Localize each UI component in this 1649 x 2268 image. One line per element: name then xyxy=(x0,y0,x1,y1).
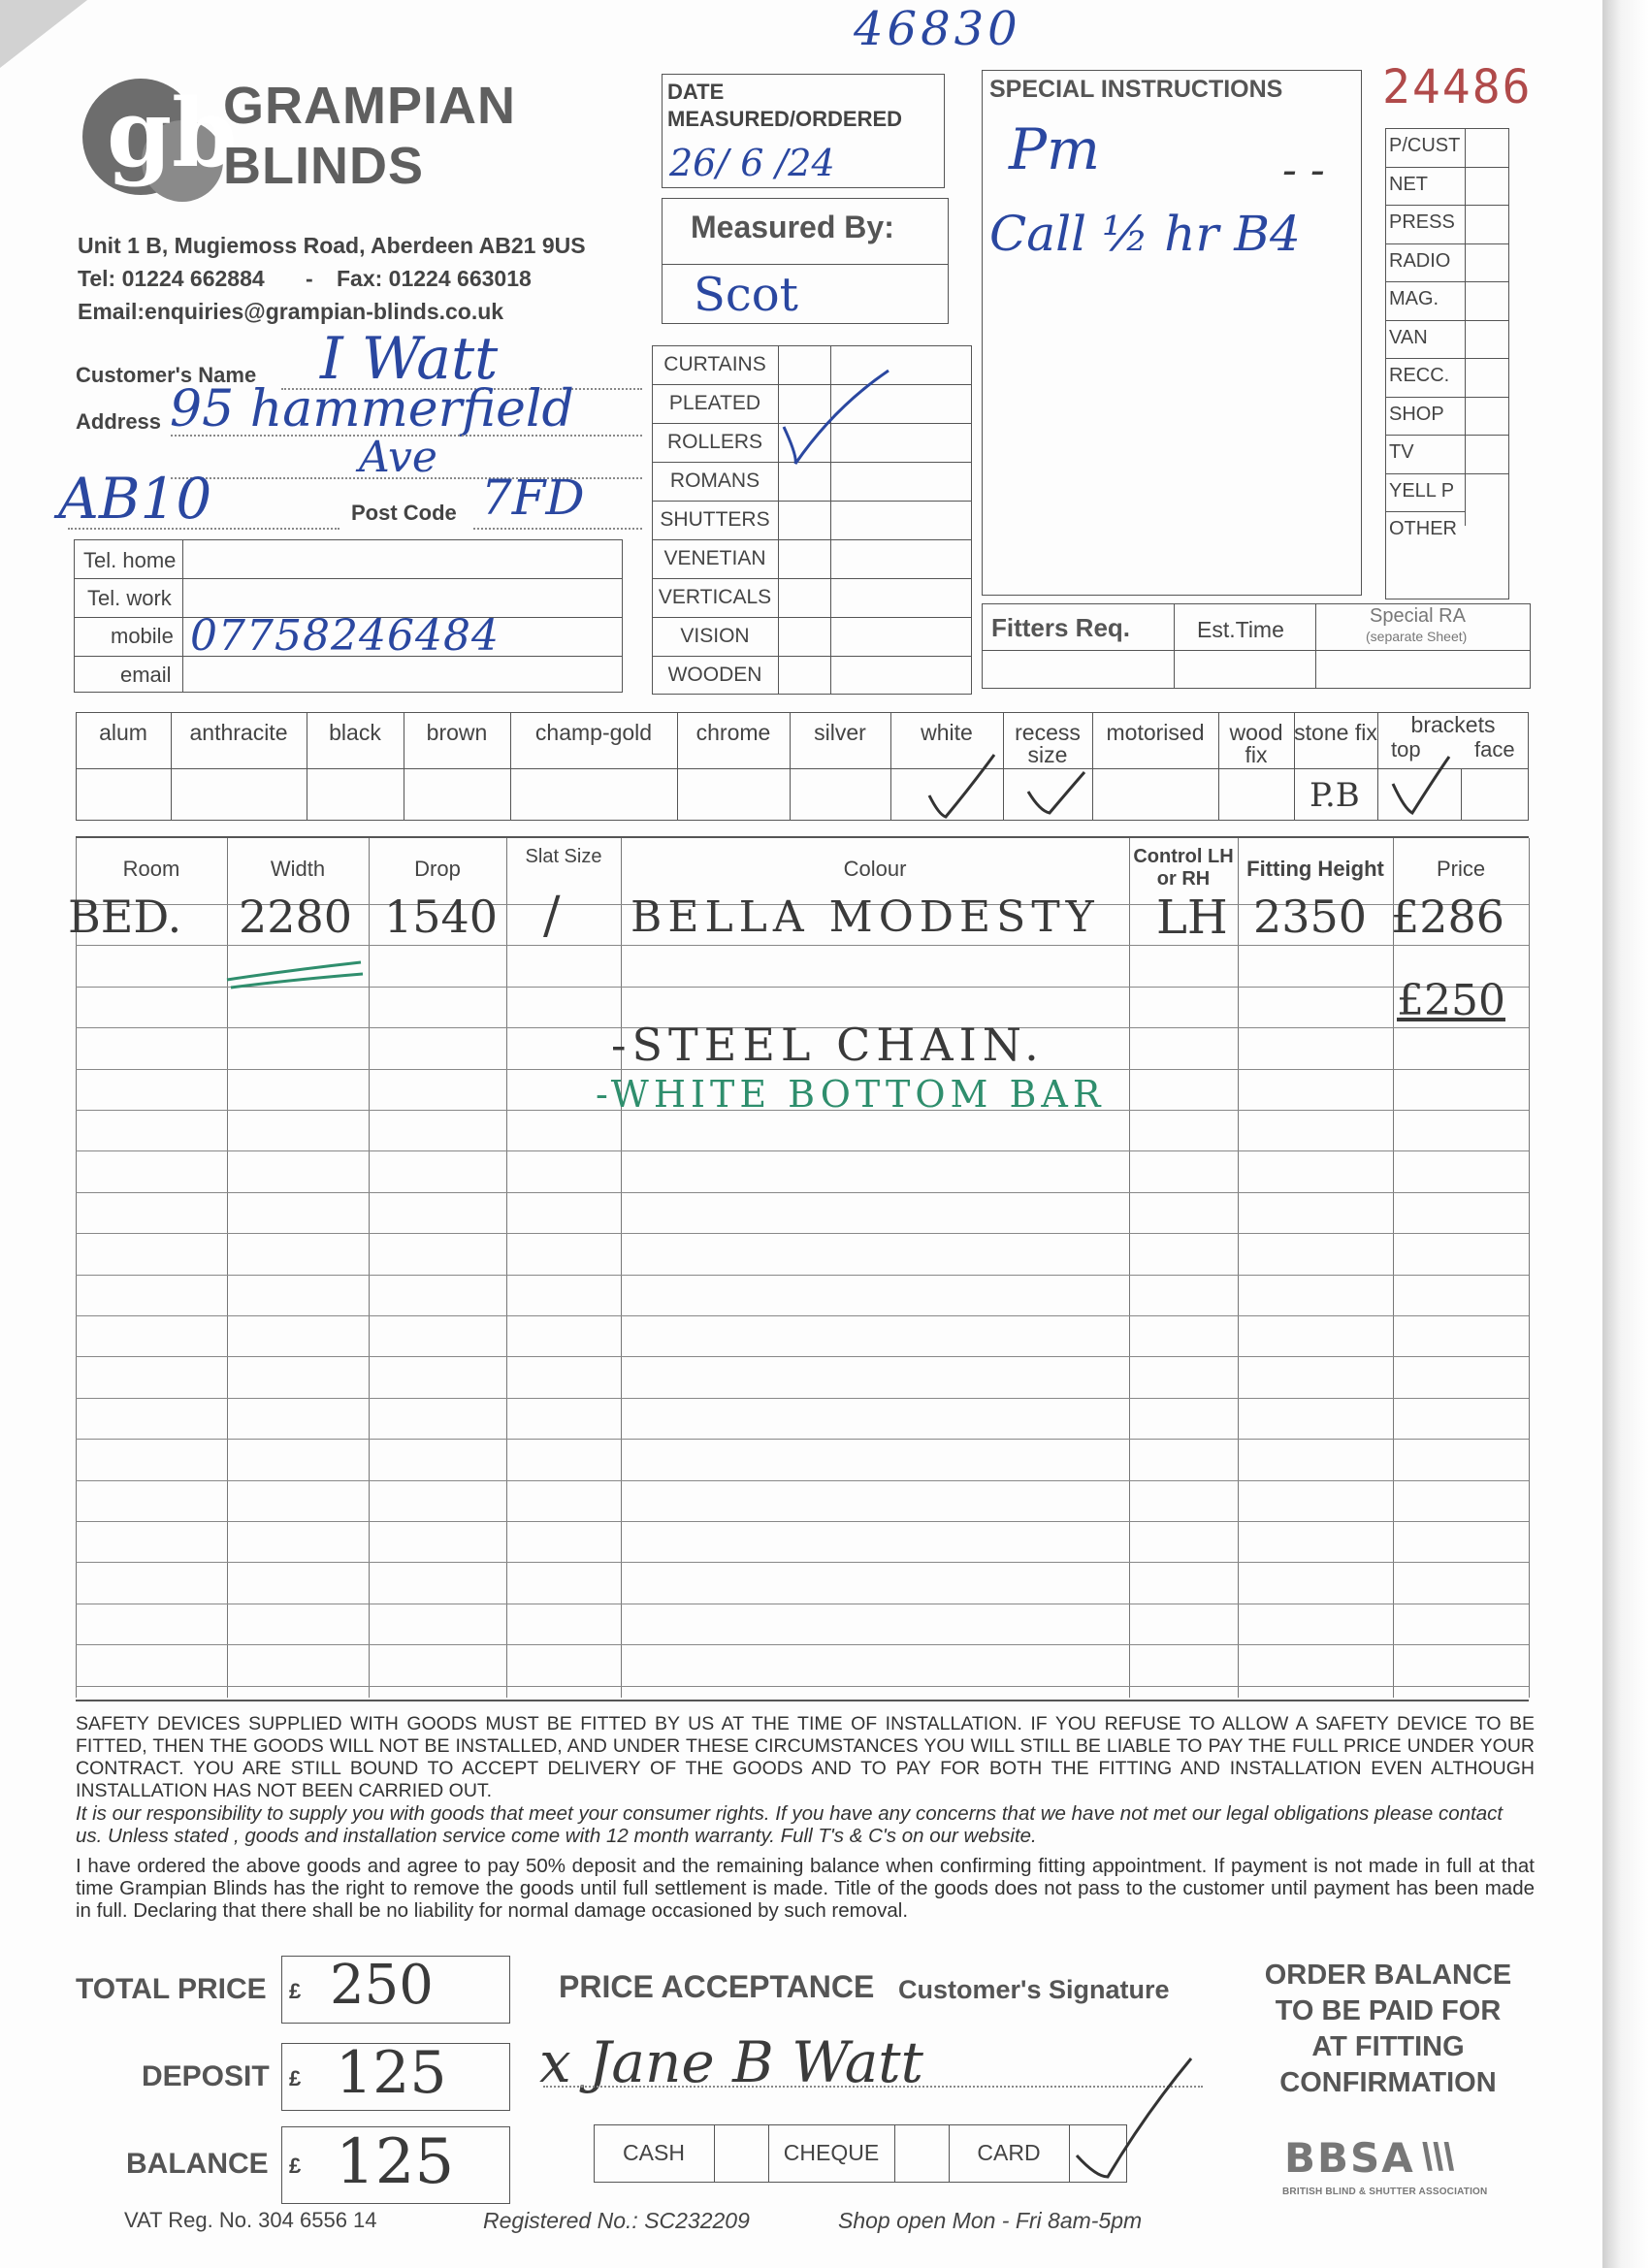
special-instructions-dash: - - xyxy=(1282,146,1325,195)
option-brown: brown xyxy=(426,720,488,745)
order-left-border xyxy=(76,838,77,1698)
product-row-divider xyxy=(652,656,972,657)
order-col-divider xyxy=(369,838,370,1698)
source-press: PRESS xyxy=(1389,211,1455,233)
payment-col-divider xyxy=(1069,2124,1070,2183)
option-white: white xyxy=(921,720,973,745)
source-shop: SHOP xyxy=(1389,403,1444,425)
order-header-drop: Drop xyxy=(414,857,461,881)
order-row-divider xyxy=(76,1233,1529,1234)
customer-signature-label: Customer's Signature xyxy=(898,1975,1170,2004)
fitters-col-divider-1 xyxy=(1174,603,1175,689)
est-time-label: Est.Time xyxy=(1197,617,1284,642)
source-col-divider xyxy=(1465,128,1466,526)
source-recc: RECC. xyxy=(1389,365,1450,386)
deposit-value: 125 xyxy=(336,2039,447,2107)
order-row-divider xyxy=(76,1480,1529,1481)
balance-currency: £ xyxy=(289,2154,302,2178)
source-row-divider xyxy=(1385,243,1509,244)
stone-fix-note: P.B xyxy=(1310,776,1360,815)
postcode-area-rule xyxy=(68,528,340,530)
special-ra-note: (separate Sheet) xyxy=(1366,629,1468,644)
product-type-curtains: CURTAINS xyxy=(663,353,766,375)
option-brackets: brackets xyxy=(1410,712,1496,737)
company-address: Unit 1 B, Mugiemoss Road, Aberdeen AB21 9US xyxy=(78,233,586,258)
order-col-divider xyxy=(1393,838,1394,1698)
customer-name-label: Customer's Name xyxy=(76,363,257,387)
row1-control: LH xyxy=(1156,891,1228,945)
options-row-divider xyxy=(76,768,1529,769)
product-type-verticals: VERTICALS xyxy=(658,586,772,608)
order-balance-line1: ORDER BALANCE xyxy=(1264,1960,1512,1991)
shop-hours: Shop open Mon - Fri 8am-5pm xyxy=(838,2208,1143,2233)
row2-price: £250 xyxy=(1397,976,1505,1025)
row1-colour: BELLA MODESTY xyxy=(630,892,1100,942)
vat-number: VAT Reg. No. 304 6556 14 xyxy=(124,2208,377,2232)
product-col-divider-1 xyxy=(778,345,779,695)
source-row-divider xyxy=(1385,473,1509,474)
source-other: OTHER xyxy=(1389,518,1457,539)
payment-card: CARD xyxy=(977,2140,1041,2165)
source-van: VAN xyxy=(1389,326,1428,348)
customer-name-value: I Watt xyxy=(320,325,499,393)
order-row-divider xyxy=(76,1398,1529,1399)
option-stone-fix: stone fix xyxy=(1294,720,1377,745)
address-line2: Ave xyxy=(359,433,437,482)
date-label-line1: DATE xyxy=(667,80,725,104)
postcode-label: Post Code xyxy=(351,501,457,525)
row1-fitting-height: 2350 xyxy=(1253,891,1368,943)
special-instructions-line1: Pm xyxy=(1009,116,1101,182)
product-row-divider xyxy=(652,539,972,540)
source-row-divider xyxy=(1385,320,1509,321)
source-row-divider xyxy=(1385,435,1509,436)
address-label: Address xyxy=(76,409,162,434)
order-header-width: Width xyxy=(270,857,326,881)
address-line1: 95 hammerfield xyxy=(170,380,574,438)
fitters-required-label: Fitters Req. xyxy=(991,613,1131,642)
source-row-divider xyxy=(1385,358,1509,359)
phone-label-work: Tel. work xyxy=(87,586,172,610)
measured-by-value: Scot xyxy=(694,268,798,322)
brackets-sub-top: top xyxy=(1391,737,1421,761)
page-edge xyxy=(1602,0,1649,2268)
product-type-pleated: PLEATED xyxy=(668,392,761,414)
bbsa-logo: BBSA xyxy=(1284,2134,1415,2182)
measured-by-label: Measured By: xyxy=(691,210,894,244)
option-black: black xyxy=(329,720,381,745)
top-reference-number: 46830 xyxy=(854,2,1021,56)
logo-letters: gb xyxy=(107,79,238,188)
signature-line xyxy=(543,2086,1203,2088)
source-radio: RADIO xyxy=(1389,249,1451,272)
order-header-colour: Colour xyxy=(843,857,907,881)
order-table-top-border xyxy=(76,836,1529,838)
product-row-divider xyxy=(652,617,972,618)
option-recess-size: recess size xyxy=(1015,720,1081,767)
order-header-room: Room xyxy=(122,857,180,881)
product-type-shutters: SHUTTERS xyxy=(660,508,770,531)
product-type-venetian: VENETIAN xyxy=(663,547,766,569)
brackets-sub-divider xyxy=(1461,768,1462,821)
option-motorised: motorised xyxy=(1106,720,1205,745)
phone-label-home: Tel. home xyxy=(83,548,177,572)
source-yellp: YELL P xyxy=(1389,479,1455,502)
brackets-sub-face: face xyxy=(1474,737,1515,761)
product-col-divider-2 xyxy=(830,345,831,695)
row1-room: BED. xyxy=(68,891,182,943)
order-row-divider xyxy=(76,1150,1529,1151)
row1-price: £286 xyxy=(1391,891,1505,943)
source-row-divider xyxy=(1385,167,1509,168)
order-note-white-bottom-bar: -WHITE BOTTOM BAR xyxy=(596,1073,1106,1116)
order-row-divider xyxy=(76,1275,1529,1276)
total-currency: £ xyxy=(289,1979,302,2003)
source-mag: MAG. xyxy=(1389,288,1439,309)
product-type-rollers: ROLLERS xyxy=(666,431,763,453)
order-row-divider xyxy=(76,1356,1529,1357)
date-value: 26/ 6 /24 xyxy=(669,142,835,184)
source-row-divider xyxy=(1385,511,1465,512)
order-balance-line4: CONFIRMATION xyxy=(1279,2067,1497,2098)
order-balance-line2: TO BE PAID FOR xyxy=(1275,1995,1502,2026)
order-row-divider xyxy=(76,1521,1529,1522)
phone-label-email: email xyxy=(120,663,172,687)
order-row-divider xyxy=(76,1315,1529,1316)
order-col-divider xyxy=(227,838,228,1698)
company-dash: - xyxy=(306,266,313,291)
payment-cheque: CHEQUE xyxy=(783,2140,880,2165)
postcode-area: AB10 xyxy=(58,466,212,532)
source-net: NET xyxy=(1389,173,1428,195)
option-alum: alum xyxy=(99,720,147,745)
deposit-currency: £ xyxy=(289,2066,302,2090)
product-row-divider xyxy=(652,578,972,579)
row1-drop: 1540 xyxy=(384,891,499,943)
measured-by-divider xyxy=(662,264,949,265)
bbsa-stripes-icon: \\\ xyxy=(1422,2136,1455,2179)
order-row-divider xyxy=(76,1562,1529,1563)
source-row-divider xyxy=(1385,281,1509,282)
option-champ-gold: champ-gold xyxy=(534,720,653,745)
payment-cash: CASH xyxy=(623,2140,685,2165)
phone-col-divider xyxy=(182,539,183,693)
source-pcust: P/CUST xyxy=(1389,135,1461,156)
phone-row-divider-1 xyxy=(74,578,623,579)
company-fax: Fax: 01224 663018 xyxy=(337,266,532,291)
order-number: 24486 xyxy=(1382,60,1533,114)
order-row-divider xyxy=(76,1644,1529,1645)
fitters-row-divider xyxy=(982,650,1531,651)
special-ra-label: Special RA xyxy=(1370,605,1466,627)
price-acceptance-label: PRICE ACCEPTANCE xyxy=(559,1969,875,2004)
logo-graphic xyxy=(78,74,238,200)
option-chrome: chrome xyxy=(695,720,771,745)
order-row-divider xyxy=(76,1439,1529,1440)
order-header-slat-size: Slat Size xyxy=(525,846,602,867)
terms-deposit: I have ordered the above goods and agree to pay 50% deposit and the remaining balance when confirming fitting appointment. If payment is not made in full at that time Grampian Blinds has the right to remove the goods until full settlement is made. Title of the goods does not pass to the customer until payment has been made in full. Declaring that there shall be no liability for normal damage occasioned by such removal. xyxy=(76,1855,1535,1922)
folded-corner xyxy=(0,0,87,68)
order-note-steel-chain: -STEEL CHAIN. xyxy=(611,1019,1045,1071)
order-header-fitting-height: Fitting Height xyxy=(1246,857,1384,881)
phone-value-mobile: 07758246484 xyxy=(190,611,500,661)
terms-top-border xyxy=(76,1700,1529,1701)
order-row-divider xyxy=(76,1686,1529,1687)
product-row-divider xyxy=(652,501,972,502)
product-row-divider xyxy=(652,462,972,463)
product-type-wooden: WOODEN xyxy=(667,664,762,686)
order-row-divider xyxy=(76,1192,1529,1193)
order-col-divider xyxy=(621,838,622,1698)
option-wood-fix: wood fix xyxy=(1229,720,1283,767)
order-col-divider xyxy=(1238,838,1239,1698)
company-name-line1: GRAMPIAN xyxy=(223,77,516,135)
order-col-divider xyxy=(506,838,507,1698)
terms-consumer-rights: It is our responsibility to supply you with goods that meet your consumer rights. If you have any concerns that we have not met our legal obligations please contact us. Unless stated , goods and installation service come with 12 month warranty. Full T's & C's on our website. xyxy=(76,1802,1504,1847)
payment-col-divider xyxy=(894,2124,895,2183)
source-row-divider xyxy=(1385,205,1509,206)
order-col-divider xyxy=(1129,838,1130,1698)
special-instructions-label: SPECIAL INSTRUCTIONS xyxy=(989,76,1283,103)
order-header-control-lh-or-rh: Control LH or RH xyxy=(1133,846,1234,890)
row1-width: 2280 xyxy=(239,891,353,943)
order-right-border xyxy=(1529,838,1530,1698)
order-row-divider xyxy=(76,945,1529,946)
postcode-value: 7FD xyxy=(481,470,585,526)
company-tel: Tel: 01224 662884 xyxy=(78,266,265,291)
order-row-divider xyxy=(76,987,1529,988)
special-instructions-line2: Call ½ hr B4 xyxy=(989,206,1301,262)
option-silver: silver xyxy=(814,720,866,745)
order-balance-line3: AT FITTING xyxy=(1311,2031,1465,2062)
company-name-line2: BLINDS xyxy=(223,137,424,195)
customer-signature: x Jane B Watt xyxy=(539,2029,923,2095)
product-row-divider xyxy=(652,423,972,424)
registered-number: Registered No.: SC232209 xyxy=(483,2208,750,2233)
balance-value: 125 xyxy=(336,2126,455,2198)
row1-slat: / xyxy=(543,887,561,945)
order-header-price: Price xyxy=(1436,857,1486,881)
postcode-value-rule xyxy=(473,528,642,530)
total-price-label: TOTAL PRICE xyxy=(76,1973,267,2005)
product-type-vision: VISION xyxy=(680,625,750,647)
company-email: Email:enquiries@grampian-blinds.co.uk xyxy=(78,299,504,324)
source-row-divider xyxy=(1385,397,1509,398)
fitters-col-divider-2 xyxy=(1315,603,1316,689)
deposit-label: DEPOSIT xyxy=(142,2060,270,2092)
terms-safety: SAFETY DEVICES SUPPLIED WITH GOODS MUST BE FITTED BY US AT THE TIME OF INSTALLATION. IF YOU REFUSE TO ALLOW A SAFETY DEVICE TO BE FITTED, THEN THE GOODS WILL NOT BE INSTALLED, AND UNDER THESE CIRCUMSTANCES YOU WILL STILL BE LIABLE TO PAY THE FULL PRICE UNDER YOUR CONTRACT. YOU ARE STILL BOUND TO ACCEPT DELIVERY OF THE GOODS AND TO PAY FOR BOTH THE FITTING AND INSTALLATION EVEN ALTHOUGH INSTALLATION HAS NOT BEEN CARRIED OUT. xyxy=(76,1713,1535,1801)
company-logo xyxy=(78,74,238,200)
option-anthracite: anthracite xyxy=(189,720,288,745)
product-row-divider xyxy=(652,384,972,385)
phone-label-mobile: mobile xyxy=(111,624,174,648)
date-label-line2: MEASURED/ORDERED xyxy=(667,107,903,131)
source-tv: TV xyxy=(1389,441,1414,463)
balance-label: BALANCE xyxy=(126,2148,269,2180)
bbsa-subtitle: BRITISH BLIND & SHUTTER ASSOCIATION xyxy=(1282,2187,1488,2197)
payment-col-divider xyxy=(714,2124,715,2183)
product-type-romans: ROMANS xyxy=(669,470,760,492)
total-price-value: 250 xyxy=(330,1954,434,2017)
